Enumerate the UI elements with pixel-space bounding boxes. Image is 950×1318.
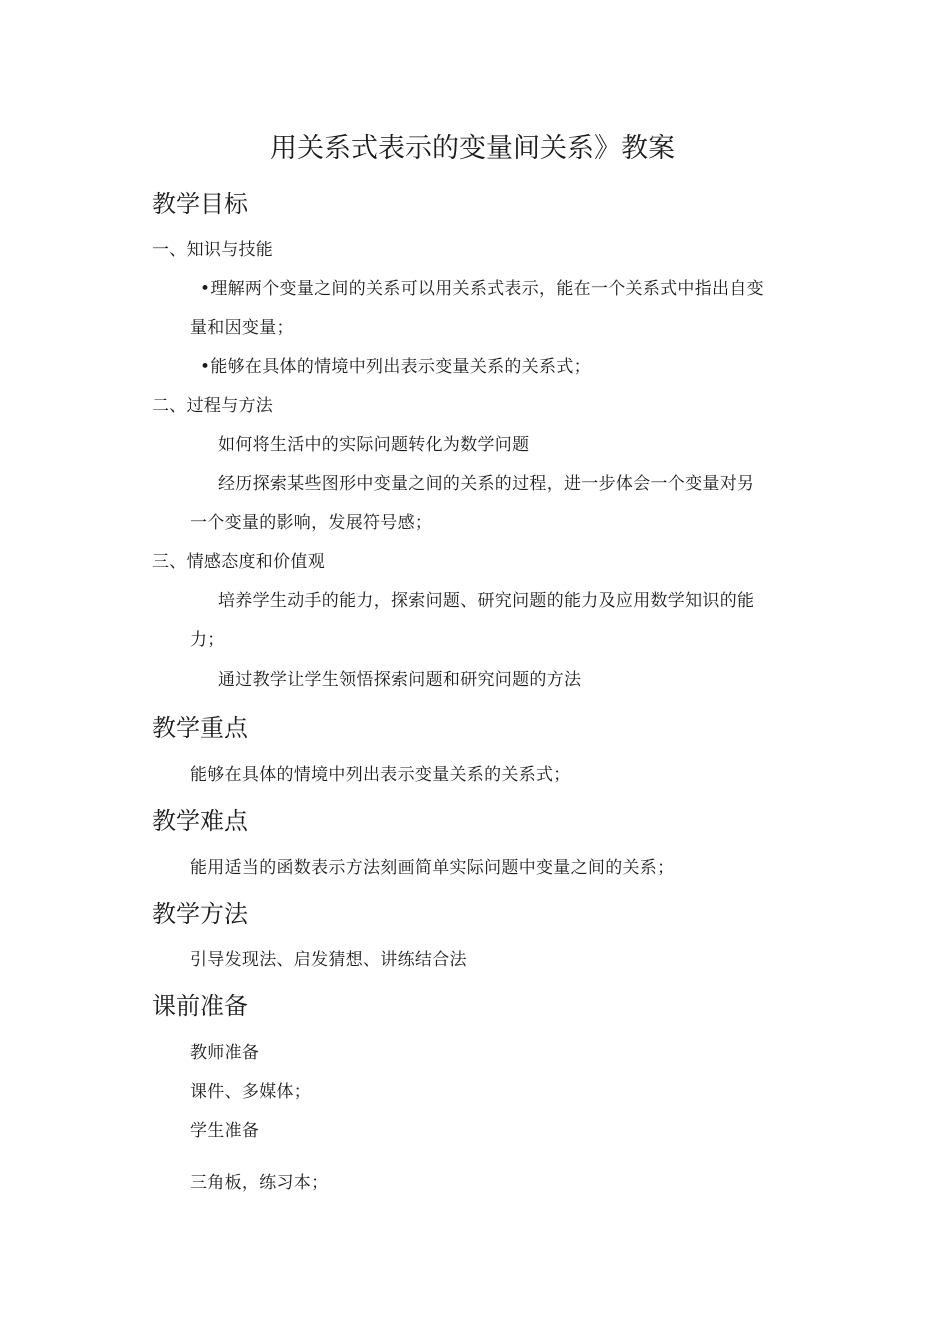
knowledge-bullet-1-line-1: •理解两个变量之间的关系可以用关系式表示，能在一个关系式中指出自变	[200, 279, 764, 299]
methods-text: 引导发现法、启发猜想、讲练结合法	[190, 950, 467, 970]
emotion-values-heading: 三、情感态度和价值观	[152, 552, 325, 572]
student-preparation-label: 学生准备	[190, 1121, 260, 1141]
process-para-2-line-2: 一个变量的影响，发展符号感；	[190, 513, 433, 533]
teacher-preparation-label: 教师准备	[190, 1043, 260, 1063]
objectives-heading: 教学目标	[152, 190, 248, 218]
emotion-para-1-line-1: 培养学生动手的能力，探索问题、研究问题的能力及应用数学知识的能	[218, 591, 755, 611]
process-para-1: 如何将生活中的实际问题转化为数学问题	[218, 435, 530, 455]
difficulties-text: 能用适当的函数表示方法刻画简单实际问题中变量之间的关系；	[190, 858, 675, 878]
document-title: 用关系式表示的变量间关系》教案	[270, 133, 675, 164]
methods-heading: 教学方法	[152, 900, 248, 928]
preparation-heading: 课前准备	[152, 992, 248, 1020]
key-points-text: 能够在具体的情境中列出表示变量关系的关系式；	[190, 765, 571, 785]
process-para-2-line-1: 经历探索某些图形中变量之间的关系的过程，进一步体会一个变量对另	[218, 474, 755, 494]
teacher-preparation-items: 课件、多媒体；	[190, 1082, 312, 1102]
knowledge-skills-heading: 一、知识与技能	[152, 240, 274, 260]
process-methods-heading: 二、过程与方法	[152, 396, 274, 416]
emotion-para-1-line-2: 力；	[190, 630, 225, 650]
emotion-para-2: 通过教学让学生领悟探索问题和研究问题的方法	[218, 670, 582, 690]
key-points-heading: 教学重点	[152, 714, 248, 742]
difficulties-heading: 教学难点	[152, 807, 248, 835]
student-preparation-items: 三角板，练习本；	[190, 1173, 329, 1193]
knowledge-bullet-2: •能够在具体的情境中列出表示变量关系的关系式；	[200, 357, 591, 377]
knowledge-bullet-1-line-2: 量和因变量；	[190, 318, 294, 338]
